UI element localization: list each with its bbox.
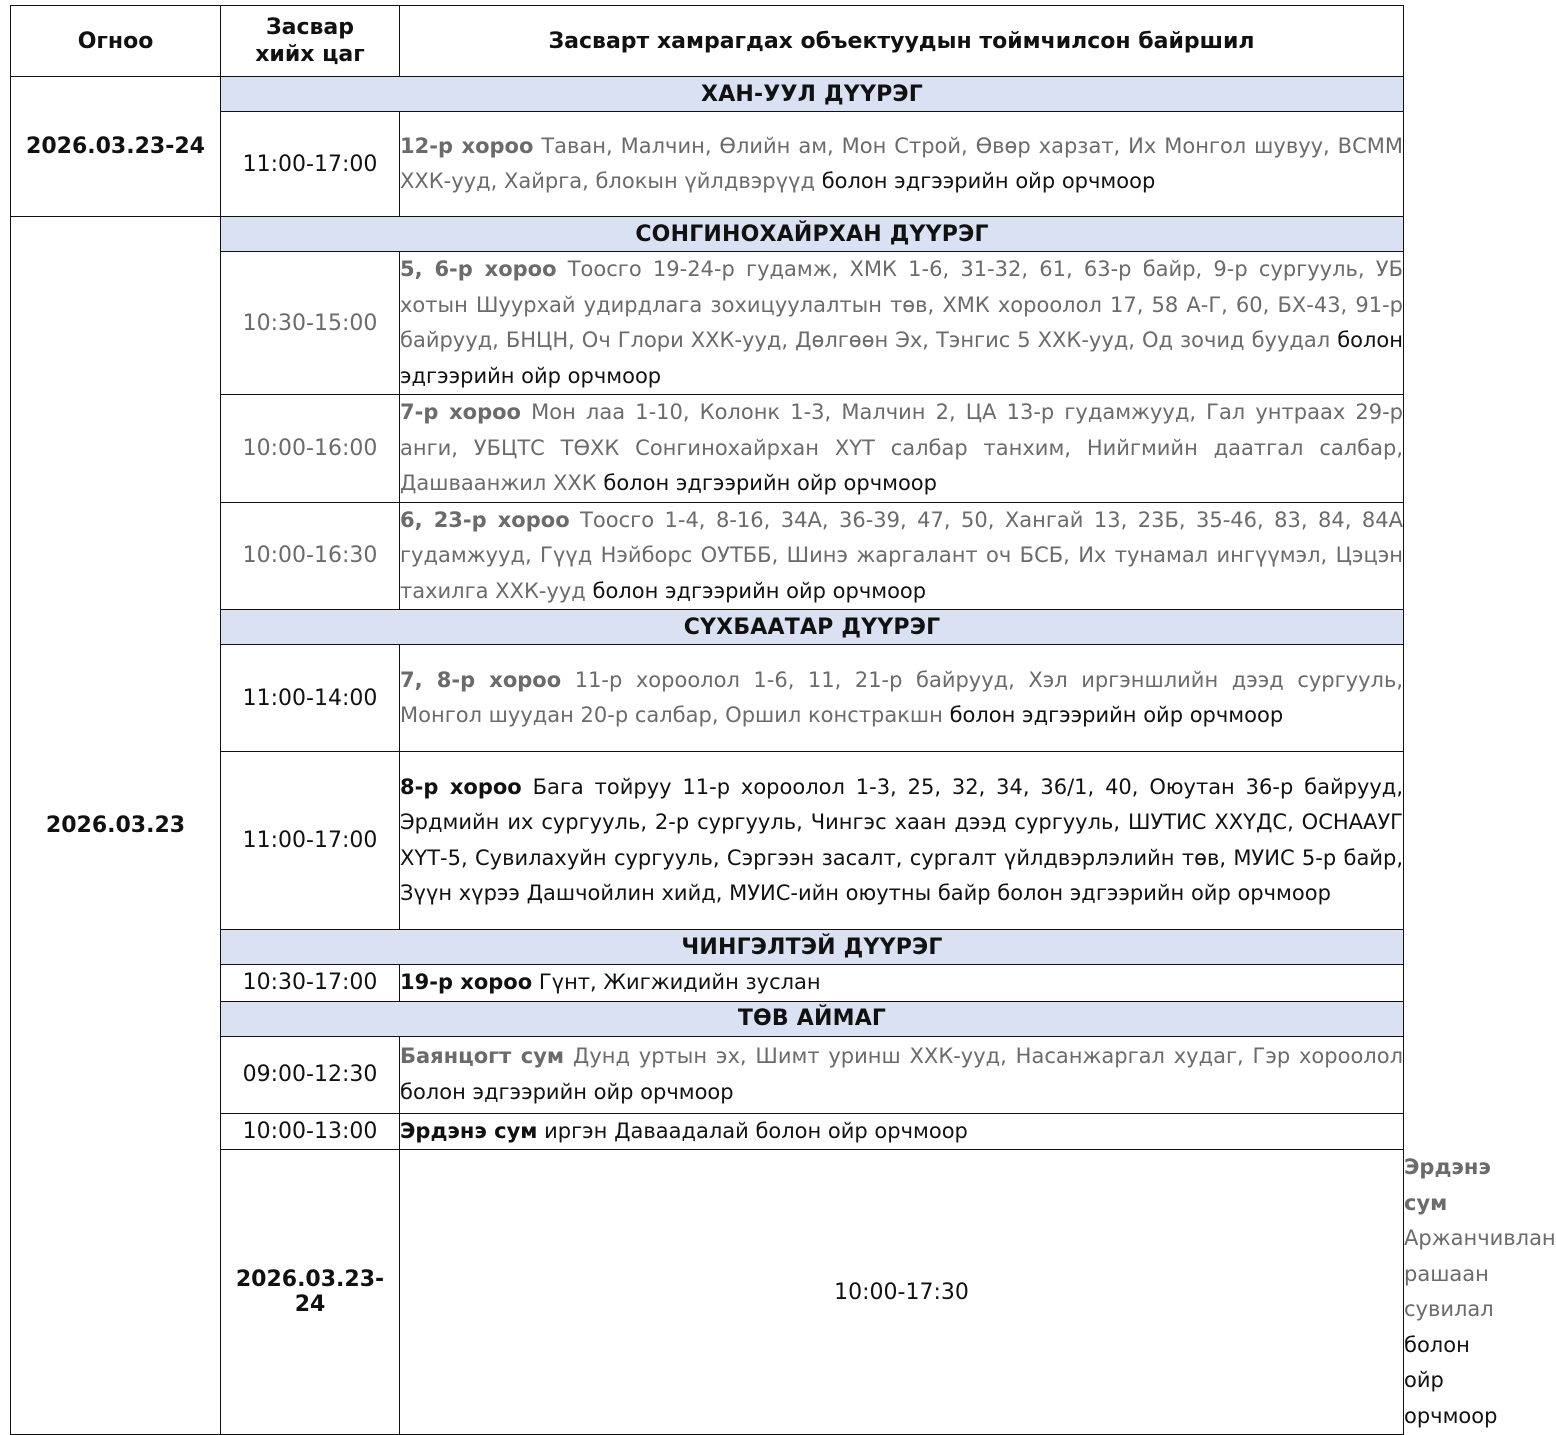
location-cell xyxy=(400,502,1404,610)
location-cell xyxy=(400,112,1404,217)
suffix-text: болон эдгээрийн ойр орчмоор xyxy=(400,1079,734,1104)
objects-text: Дунд уртын эх, Шимт уринш ХХК-ууд, Насанжаргал худаг, Гэр хороолол xyxy=(572,1044,1403,1068)
objects-text: Тоосго 1-4, 8-16, 34А, 36-39, 47, 50, Хангай 13, 23Б, 35-46, 83, 84, 84А гудамжууд, Гүүд Нэйборс ОУТББ, Шинэ жаргалант оч БСБ, Их тунамал ингүүмэл, Цэцэн тахилга ХХК-ууд xyxy=(400,507,1403,603)
khoroo-label: Баянцогт сум xyxy=(400,1044,565,1068)
date-cell: 2026.03.23 xyxy=(11,217,221,1435)
district-header: ТӨВ АЙМАГ xyxy=(221,1001,1404,1036)
objects-text: Таван, Малчин, Өлийн ам, Мон Строй, Өвөр харзат, Их Монгол шувуу, ВСММ ХХК-ууд, Хайрга, блокын үйлдвэрүүд xyxy=(400,133,1403,193)
district-row xyxy=(11,217,1404,252)
objects-text: 11-р хороолол 1-6, 11, 21-р байрууд, Хэл иргэншлийн дээд сургууль, Монгол шуудан 20-р салбар, Оршил констракшн xyxy=(400,667,1403,727)
time-cell: 11:00-17:00 xyxy=(221,112,400,217)
location-cell xyxy=(400,752,1404,930)
time-cell: 09:00-12:30 xyxy=(221,1036,400,1113)
objects-text: иргэн Даваадалай болон ойр орчмоор xyxy=(544,1118,968,1143)
khoroo-label: Эрдэнэ сум xyxy=(1404,1155,1491,1215)
suffix-text: болон эдгээрийн ойр орчмоор xyxy=(821,169,1156,193)
objects-text: Тоосго 19-24-р гудамж, ХМК 1-6, 31-32, 61, 63-р байр, 9-р сургууль, УБ хотын Шуурхай удирдлага зохицуулалтын төв, ХМК хороолол 17, 58 А-Г, 60, БХ-43, 91-р байрууд, БНЦН, Оч Глори ХХК-ууд, Дөлгөөн Эх, Тэнгис 5 ХХК-ууд, Од зочид буудал xyxy=(400,257,1403,352)
objects-text: Аржанчивлан рашаан сувилал xyxy=(1404,1226,1556,1321)
header-time-line2: хийх цаг xyxy=(255,42,365,67)
suffix-text: болон ойр орчмоор xyxy=(1404,1332,1498,1428)
header-date: Огноо xyxy=(11,6,221,77)
khoroo-label: 7-р хороо xyxy=(400,400,521,424)
location-cell xyxy=(400,645,1404,752)
district-header: СОНГИНОХАЙРХАН ДҮҮРЭГ xyxy=(221,217,1404,252)
khoroo-label: 7, 8-р хороо xyxy=(400,667,562,692)
location-cell xyxy=(400,965,1404,1002)
date-cell: 2026.03.23-24 xyxy=(221,1150,400,1435)
time-cell: 10:30-15:00 xyxy=(221,252,400,395)
suffix-text: болон эдгээрийн ойр орчмоор xyxy=(603,471,937,495)
objects-text: Гүнт, Жигжидийн зуслан xyxy=(538,970,821,994)
district-row xyxy=(11,77,1404,112)
suffix-text: болон эдгээрийн ойр орчмоор xyxy=(949,703,1284,727)
header-location: Засварт хамрагдах объектуудын тоймчилсон байршил xyxy=(400,6,1404,77)
header-row xyxy=(11,6,1404,77)
header-time-line1: Засвар xyxy=(265,15,355,40)
objects-text: Мон лаа 1-10, Колонк 1-3, Малчин 2, ЦА 13-р гудамжууд, Гал унтраах 29-р анги, УБЦТС ТӨХК Сонгинохайрхан ХҮТ салбар танхим, Нийгмийн даатгал салбар, Дашваанжил ХХК xyxy=(400,400,1403,495)
location-cell xyxy=(400,1113,1404,1150)
khoroo-label: Эрдэнэ сум xyxy=(400,1118,538,1143)
time-cell: 10:30-17:00 xyxy=(221,965,400,1002)
date-cell: 2026.03.23-24 xyxy=(11,77,221,217)
objects-text: Бага тойруу 11-р хороолол 1-3, 25, 32, 34, 36/1, 40, Оюутан 36-р байрууд, Эрдмийн их сургууль, 2-р сургууль, Чингэс хаан дээд сургууль, ШУТИС ХХҮДС, ОСНААУГ ХҮТ-5, Сувилахуйн сургууль, Сэргээн засалт, сургалт үйлдвэрлэлийн төв, МУИС 5-р байр, Зүүн хүрээ Дашчойлин хийд, МУИС-ийн оюутны байр болон эдгээрийн ойр орчмоор xyxy=(400,774,1403,905)
time-cell: 11:00-14:00 xyxy=(221,645,400,752)
suffix-text: болон эдгээрийн ойр орчмоор xyxy=(592,578,927,603)
khoroo-label: 19-р хороо xyxy=(400,970,533,994)
suffix-text: болон эдгээрийн ойр орчмоор xyxy=(400,328,1403,388)
location-cell xyxy=(400,395,1404,503)
khoroo-label: 8-р хороо xyxy=(400,774,522,799)
khoroo-label: 5, 6-р хороо xyxy=(400,257,557,281)
time-cell: 10:00-13:00 xyxy=(221,1113,400,1150)
schedule-table xyxy=(10,5,1556,1435)
district-header: ЧИНГЭЛТЭЙ ДҮҮРЭГ xyxy=(221,930,1404,965)
location-cell xyxy=(400,1036,1404,1113)
header-time xyxy=(221,6,400,77)
time-cell: 10:00-16:30 xyxy=(221,502,400,610)
khoroo-label: 6, 23-р хороо xyxy=(400,507,570,532)
district-header: ХАН-УУЛ ДҮҮРЭГ xyxy=(221,77,1404,112)
khoroo-label: 12-р хороо xyxy=(400,133,534,158)
time-cell: 10:00-16:00 xyxy=(221,395,400,503)
district-header: СҮХБААТАР ДҮҮРЭГ xyxy=(221,610,1404,645)
time-cell: 10:00-17:30 xyxy=(400,1150,1404,1435)
location-cell xyxy=(400,252,1404,395)
time-cell: 11:00-17:00 xyxy=(221,752,400,930)
